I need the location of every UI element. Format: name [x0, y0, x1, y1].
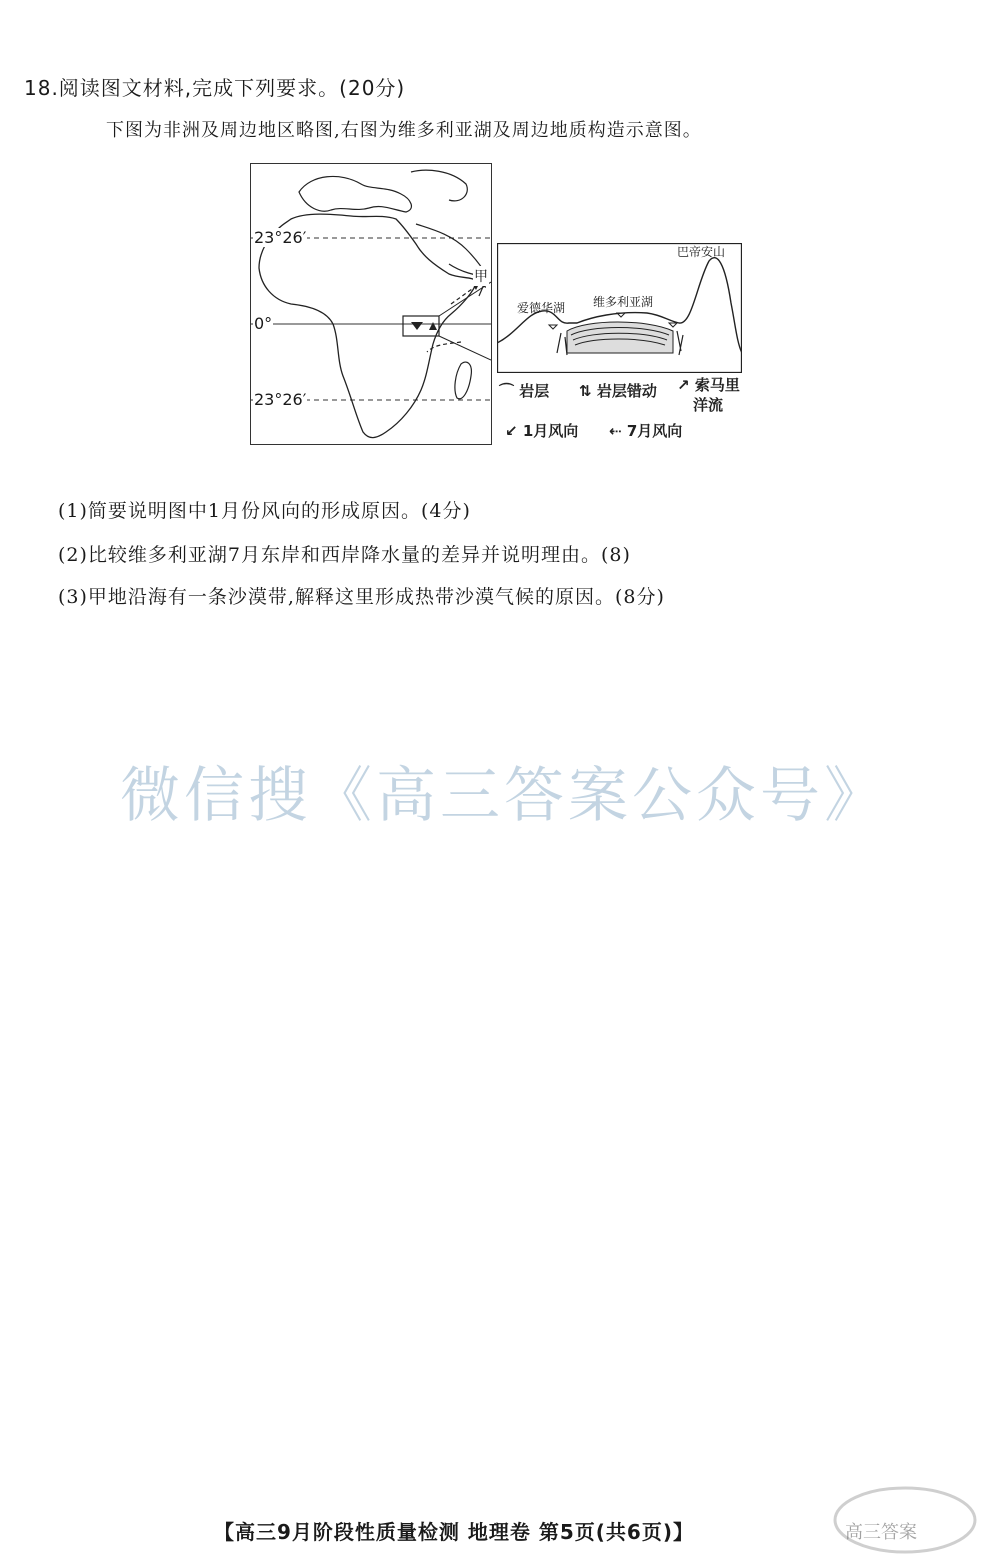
page-footer: 【高三9月阶段性质量检测 地理卷 第5页(共6页)】 [214, 1520, 694, 1544]
africa-map [250, 163, 492, 445]
legend-rock-layer: ⌒ 岩层 [499, 382, 550, 400]
lake-victoria-label: 维多利亚湖 [593, 295, 654, 309]
rock-layer-icon: ⌒ [499, 382, 515, 400]
sub-question-1: (1)简要说明图中1月份风向的形成原因。(4分) [58, 500, 471, 522]
latitude-north-label: 23°26′ [254, 228, 307, 247]
fault-icon: ⇅ [579, 382, 592, 400]
legend-current: ↗ 索马里 [677, 376, 740, 394]
legend-wind-jan: ↙ 1月风向 [505, 422, 579, 440]
current-arrow-icon: ↗ [677, 376, 690, 394]
equator-label: 0° [254, 314, 273, 333]
question-intro: 下图为非洲及周边地区略图,右图为维多利亚湖及周边地质构造示意图。 [106, 120, 702, 141]
latitude-south-label: 23°26′ [254, 390, 307, 409]
wind-jul-icon: ⇠ [609, 422, 622, 440]
legend-fault: ⇅ 岩层错动 [579, 382, 657, 400]
watermark: 微信搜《高三答案公众号》 [120, 761, 888, 831]
lake-west-label: 爱德华湖 [517, 301, 566, 315]
place-jia-label: 甲 [473, 266, 489, 286]
legend-wind-jul: ⇠ 7月风向 [609, 422, 683, 440]
stamp-text: 高三答案 [845, 1522, 917, 1543]
sub-question-3: (3)甲地沿海有一条沙漠带,解释这里形成热带沙漠气候的原因。(8分) [58, 586, 665, 608]
question-title: 18.阅读图文材料,完成下列要求。(20分) [24, 76, 406, 100]
mountain-label: 巴帝安山 [677, 245, 726, 259]
legend-current-line2: 洋流 [693, 396, 724, 414]
sub-question-2: (2)比较维多利亚湖7月东岸和西岸降水量的差异并说明理由。(8) [58, 544, 631, 566]
wind-jan-icon: ↙ [505, 422, 518, 440]
legend [497, 372, 757, 452]
